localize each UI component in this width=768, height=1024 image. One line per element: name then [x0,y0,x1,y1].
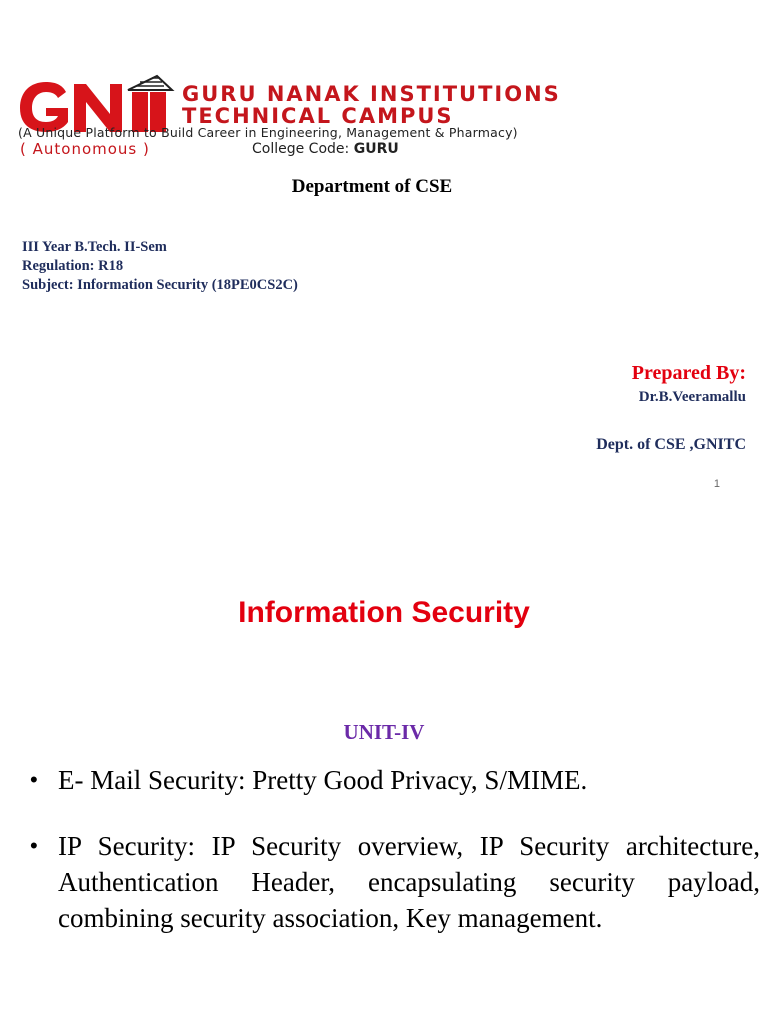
list-item-text: IP Security: IP Security overview, IP Security architecture, Authentication Header, encapsulating security payload, combining security association, Key management. [58,831,760,933]
list-item [28,828,760,936]
course-subject: Subject: Information Security (18PE0CS2C) [22,277,298,293]
slide-number: 1 [713,478,720,490]
college-code-value: GURU [353,141,399,157]
logo-college-code [252,141,399,157]
prepared-by-label: Prepared By: [631,362,746,384]
bullet-icon: • [30,767,38,792]
course-year: III Year B.Tech. II-Sem [22,239,167,255]
content-slide [0,512,768,1024]
slide-title: Information Security [238,596,530,629]
list-item-text: E- Mail Security: Pretty Good Privacy, S/MIME. [58,765,588,795]
author-name: Dr.B.Veeramallu [638,389,746,405]
logo-tagline: (A Unique Platform to Build Career in Engineering, Management & Pharmacy) [18,125,518,140]
course-regulation: Regulation: R18 [22,258,124,274]
topic-list [28,762,760,936]
logo-autonomous: ( Autonomous ) [20,140,150,158]
list-item [28,762,760,798]
institution-logo [12,70,762,162]
course-meta [22,238,298,295]
college-code-label: College Code: [252,141,350,157]
unit-heading: UNIT-IV [343,720,425,744]
department-title: Department of CSE [291,176,453,197]
logo-campus-name: TECHNICAL CAMPUS [182,104,454,128]
bullet-icon: • [30,833,38,858]
author-affiliation: Dept. of CSE ,GNITC [596,436,746,453]
logo-institution-name: GURU NANAK INSTITUTIONS [182,82,561,106]
